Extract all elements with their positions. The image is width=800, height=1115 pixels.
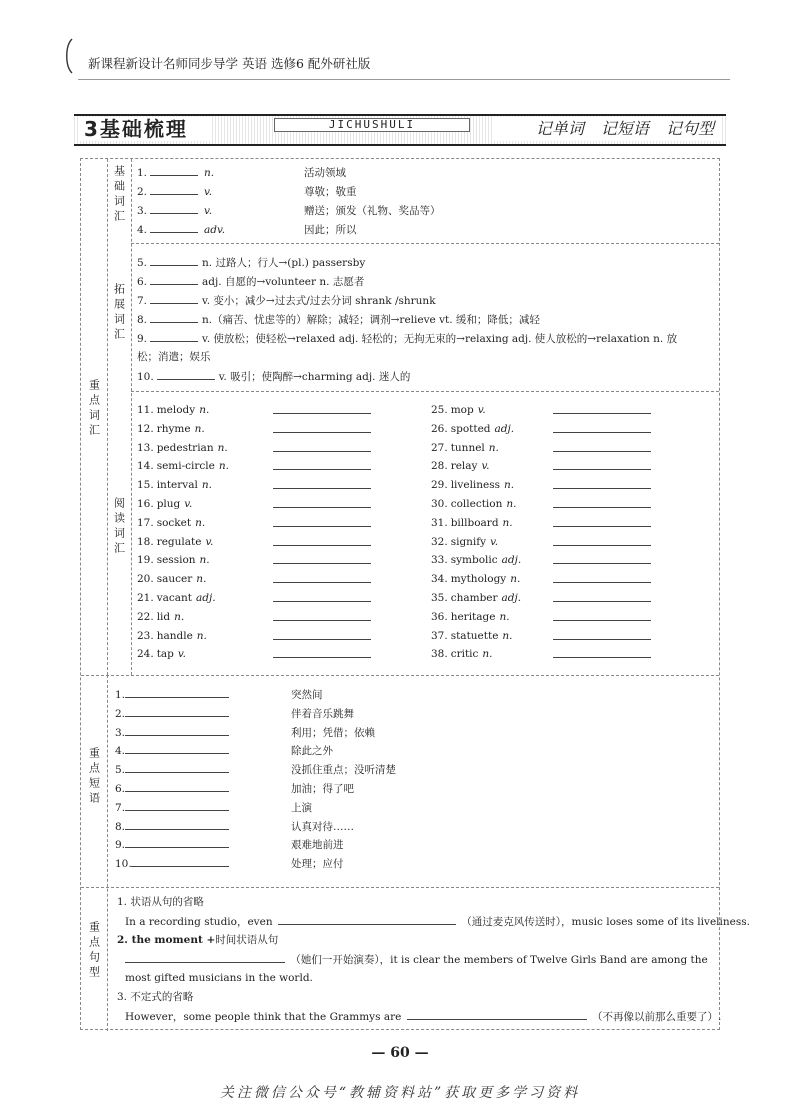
answer-blank[interactable]: [273, 478, 371, 489]
page-number: — 60 —: [371, 1045, 429, 1061]
item-number: 38.: [431, 648, 448, 661]
item-number: 23.: [137, 629, 154, 642]
sentence-3-title: 3. 不定式的省略: [117, 991, 194, 1003]
item-number: 10.: [137, 371, 154, 383]
item-number: 22.: [137, 610, 154, 623]
answer-blank[interactable]: [273, 535, 371, 546]
answer-blank[interactable]: [125, 743, 229, 754]
sentence-2: [125, 952, 708, 967]
definition: n. 过路人；行人→(pl.) passersby: [202, 257, 366, 269]
part-of-speech: v.: [490, 535, 499, 548]
answer-blank[interactable]: [150, 293, 198, 304]
phrase-item: [115, 819, 354, 834]
definition: adj. 自愿的→volunteer n. 志愿者: [202, 276, 365, 288]
item-number: 30.: [431, 498, 448, 510]
part-of-speech: v.: [177, 648, 186, 661]
answer-blank[interactable]: [150, 203, 198, 214]
word: relay: [450, 460, 478, 473]
meaning: 活动领域: [304, 167, 347, 179]
item-number: 37.: [431, 629, 448, 642]
answer-blank[interactable]: [150, 165, 198, 176]
item-number: 32.: [431, 535, 448, 548]
phrase-item: [115, 743, 333, 758]
answer-blank[interactable]: [125, 952, 285, 963]
item-number: 33.: [431, 554, 448, 567]
reading-vocab-item: [431, 403, 486, 417]
meaning: 处理；应付: [291, 858, 344, 871]
part-of-speech: n.: [199, 554, 210, 567]
meaning: 利用；凭借；依赖: [291, 726, 375, 739]
part-of-speech: v.: [205, 535, 214, 548]
item-number: 11.: [137, 404, 154, 416]
answer-blank[interactable]: [553, 497, 651, 508]
vocab-item: [137, 222, 357, 237]
word: lid: [156, 610, 171, 623]
part-of-speech: n.: [204, 167, 215, 179]
word: vacant: [156, 592, 193, 604]
item-number: 25.: [431, 404, 448, 416]
label-key-vocabulary: [81, 379, 107, 439]
part-of-speech: n.: [196, 573, 207, 586]
part-of-speech: adj.: [501, 554, 522, 567]
item-number: 7.: [115, 801, 126, 814]
reading-vocab-item: [431, 553, 521, 567]
answer-blank[interactable]: [125, 687, 229, 698]
phrase-item: [115, 837, 344, 852]
vertical-label-text: 基础词汇: [112, 165, 126, 225]
vertical-label-text: 阅读词汇: [112, 497, 126, 557]
vertical-label-text: 重点句型: [87, 921, 101, 981]
reading-vocab-item: [431, 591, 521, 605]
word: pedestrian: [156, 441, 214, 454]
item-number: 16.: [137, 498, 154, 510]
divider: [131, 391, 719, 392]
answer-blank[interactable]: [553, 591, 651, 602]
answer-blank[interactable]: [553, 535, 651, 546]
meaning: 突然间: [291, 689, 323, 701]
item-number: 7.: [137, 295, 148, 307]
phrase-item: [115, 800, 312, 815]
meaning: 尊敬；敬重: [304, 186, 357, 198]
reading-vocab-item: [137, 403, 209, 417]
part-of-speech: v.: [184, 498, 193, 510]
reading-vocab-item: [431, 422, 514, 436]
answer-blank[interactable]: [125, 837, 229, 848]
vocab-item: [137, 203, 441, 218]
answer-blank[interactable]: [273, 629, 371, 640]
item-number: 8.: [137, 314, 148, 326]
answer-blank[interactable]: [150, 255, 198, 266]
part-of-speech: n.: [217, 441, 228, 454]
part-of-speech: n.: [174, 610, 185, 623]
divider: [131, 243, 719, 244]
answer-blank[interactable]: [553, 403, 651, 414]
header-title: 新课程新设计名师同步导学 英语 选修6 配外研社版: [88, 56, 371, 71]
reading-vocab-item: [137, 422, 205, 436]
answer-blank[interactable]: [553, 441, 651, 452]
word: melody: [156, 404, 196, 416]
part-of-speech: n.: [196, 629, 207, 642]
word: plug: [156, 498, 181, 510]
reading-vocab-item: [137, 478, 212, 492]
divider: [131, 159, 132, 675]
section-pinyin: JICHUSHULI: [274, 118, 470, 132]
phrase-item: [115, 706, 354, 721]
vertical-label-text: 重点词汇: [87, 379, 101, 439]
item-number: 36.: [431, 610, 448, 623]
reading-vocab-item: [431, 441, 499, 455]
answer-blank[interactable]: [273, 647, 371, 658]
phrase-item: [115, 687, 323, 702]
label-basic-vocabulary: [107, 165, 131, 225]
sentence-1-end: （通过麦克风传送时），music loses some of its liveliness.: [461, 916, 750, 928]
phrase-item: [115, 856, 344, 871]
word: regulate: [156, 535, 202, 548]
word: semi-circle: [156, 460, 215, 473]
section-subtitle: 记单词 记短语 记句型: [494, 117, 722, 141]
reading-vocab-item: [137, 535, 214, 549]
item-number: 2.: [115, 707, 126, 720]
word: spotted: [450, 422, 491, 435]
item-number: 10.: [115, 858, 132, 871]
reading-vocab-item: [137, 610, 184, 624]
answer-blank[interactable]: [273, 422, 371, 433]
item-number: 34.: [431, 573, 448, 586]
vocab-item: [137, 274, 364, 289]
word: liveliness: [450, 479, 501, 492]
part-of-speech: n.: [194, 422, 205, 435]
sentence-2-line1: （她们一开始演奏），it is clear the members of Twelve Girls Band are among the: [290, 954, 708, 966]
part-of-speech: n.: [499, 610, 510, 623]
answer-blank[interactable]: [553, 647, 651, 658]
reading-vocab-item: [137, 459, 229, 473]
word: symbolic: [450, 554, 498, 567]
answer-blank[interactable]: [273, 610, 371, 621]
answer-blank[interactable]: [150, 222, 198, 233]
reading-vocab-item: [431, 478, 514, 492]
label-extended-vocabulary: [107, 283, 131, 343]
meaning: 除此之外: [291, 745, 333, 758]
worksheet-table: [80, 158, 750, 1030]
part-of-speech: v.: [477, 404, 486, 416]
word: handle: [156, 629, 193, 642]
reading-vocab-item: [431, 647, 493, 661]
label-key-phrases: [81, 747, 107, 807]
answer-blank[interactable]: [273, 553, 371, 564]
item-number: 17.: [137, 516, 154, 529]
reading-vocab-item: [431, 459, 490, 473]
label-key-sentences: [81, 921, 107, 981]
item-number: 6.: [115, 783, 126, 795]
word: rhyme: [156, 422, 191, 435]
divider: [81, 675, 719, 676]
word: tunnel: [450, 441, 485, 454]
answer-blank[interactable]: [278, 914, 456, 925]
word: chamber: [450, 592, 498, 604]
answer-blank[interactable]: [407, 1009, 587, 1020]
answer-blank[interactable]: [273, 572, 371, 583]
word: billboard: [450, 516, 499, 529]
word: signify: [450, 535, 487, 548]
item-number: 26.: [431, 422, 448, 435]
answer-blank[interactable]: [273, 441, 371, 452]
item-number: 8.: [115, 820, 126, 833]
vertical-label-text: 拓展词汇: [112, 283, 126, 343]
sentence-2-title: [117, 933, 278, 947]
meaning: 上演: [291, 801, 312, 814]
vocab-item: [137, 184, 357, 199]
sentence-3-end: （不再像以前那么重要了）.: [592, 1011, 722, 1023]
reading-vocab-item: [137, 516, 205, 530]
meaning: 艰难地前进: [291, 839, 344, 852]
reading-vocab-item: [431, 497, 517, 511]
reading-vocab-item: [137, 497, 192, 511]
definition: v. 吸引；使陶醉→charming adj. 迷人的: [218, 371, 411, 383]
answer-blank[interactable]: [125, 800, 229, 811]
answer-blank[interactable]: [150, 184, 198, 195]
item-number: 27.: [431, 441, 448, 454]
reading-vocab-item: [137, 572, 206, 586]
answer-blank[interactable]: [553, 422, 651, 433]
phrase-item: [115, 725, 375, 740]
item-number: 3.: [115, 726, 126, 739]
meaning: 赠送；颁发（礼物、奖品等）: [304, 205, 441, 217]
meaning: 没抓住重点；没听清楚: [291, 764, 396, 777]
part-of-speech: adv.: [204, 224, 226, 236]
vocab-item-continued: 松；消遣；娱乐: [137, 351, 211, 363]
header-bracket-icon: [62, 38, 76, 74]
word: critic: [450, 648, 479, 661]
answer-blank[interactable]: [273, 459, 371, 470]
reading-vocab-item: [431, 629, 513, 643]
sentence-1-title: 1. 状语从句的省略: [117, 896, 204, 908]
answer-blank[interactable]: [125, 762, 229, 773]
item-number: 14.: [137, 460, 154, 473]
part-of-speech: n.: [502, 629, 513, 642]
item-number: 9.: [115, 839, 126, 852]
item-number: 15.: [137, 479, 154, 492]
answer-blank[interactable]: [553, 478, 651, 489]
sentence-2-line2: most gifted musicians in the world.: [125, 972, 313, 984]
item-number: 12.: [137, 422, 154, 435]
reading-vocab-item: [137, 441, 228, 455]
answer-blank[interactable]: [273, 516, 371, 527]
answer-blank[interactable]: [150, 274, 198, 285]
divider: [107, 159, 108, 675]
item-number: 9.: [137, 333, 148, 345]
word: saucer: [156, 573, 193, 586]
definition: n.（痛苦、忧虑等的）解除；减轻；调剂→relieve vt. 缓和；降低；减轻: [202, 314, 540, 326]
answer-blank[interactable]: [273, 497, 371, 508]
vocab-item: [137, 369, 410, 384]
reading-vocab-item: [431, 610, 510, 624]
item-number: 19.: [137, 554, 154, 567]
item-number: 28.: [431, 460, 448, 473]
part-of-speech: v.: [204, 205, 213, 217]
header-rule: [78, 79, 730, 80]
item-number: 13.: [137, 441, 154, 454]
sentence-3-start: However，some people think that the Grammys are: [125, 1011, 402, 1023]
item-number: 31.: [431, 516, 448, 529]
answer-blank[interactable]: [553, 572, 651, 583]
item-number: 5.: [115, 764, 126, 777]
answer-blank[interactable]: [553, 610, 651, 621]
answer-blank[interactable]: [150, 312, 198, 323]
part-of-speech: adj.: [501, 592, 522, 604]
divider: [107, 675, 108, 1031]
item-number: 20.: [137, 573, 154, 586]
part-of-speech: n.: [506, 498, 517, 510]
meaning: 认真对待……: [291, 820, 354, 833]
sentence-2-title-rest: 时间状语从句: [215, 934, 279, 946]
definition: v. 变小；减少→过去式/过去分词 shrank /shrunk: [202, 295, 436, 307]
meaning: 因此；所以: [304, 224, 357, 236]
word: interval: [156, 479, 198, 492]
meaning: 加油；得了吧: [291, 783, 354, 795]
item-number: 3.: [137, 205, 148, 217]
item-number: 18.: [137, 535, 154, 548]
part-of-speech: v.: [481, 460, 490, 473]
answer-blank[interactable]: [273, 591, 371, 602]
sentence-1: [125, 914, 750, 929]
reading-vocab-item: [431, 516, 513, 530]
vocab-item: [137, 293, 436, 308]
label-reading-vocabulary: [107, 497, 131, 557]
answer-blank[interactable]: [553, 516, 651, 527]
part-of-speech: n.: [502, 516, 513, 529]
reading-vocab-item: [137, 591, 216, 605]
answer-blank[interactable]: [150, 331, 198, 342]
part-of-speech: n.: [199, 404, 210, 416]
item-number: 24.: [137, 648, 154, 661]
vocab-item: [137, 165, 346, 180]
vocab-item: [137, 255, 365, 270]
section-title: 3基础梳理: [80, 117, 212, 141]
reading-vocab-item: [431, 535, 498, 549]
answer-blank[interactable]: [131, 856, 229, 867]
word: tap: [156, 648, 174, 661]
item-number: 2.: [137, 186, 148, 198]
answer-blank[interactable]: [125, 725, 229, 736]
part-of-speech: n.: [510, 573, 521, 586]
item-number: 4.: [115, 745, 126, 758]
phrase-item: [115, 762, 396, 777]
part-of-speech: n.: [488, 441, 499, 454]
part-of-speech: n.: [218, 460, 229, 473]
item-number: 6.: [137, 276, 148, 288]
part-of-speech: n.: [195, 516, 206, 529]
answer-blank[interactable]: [157, 369, 215, 380]
part-of-speech: adj.: [196, 592, 216, 604]
part-of-speech: adj.: [494, 422, 515, 435]
vocab-item: [137, 331, 677, 346]
answer-blank[interactable]: [553, 553, 651, 564]
answer-blank[interactable]: [125, 819, 229, 830]
word: heritage: [450, 610, 496, 623]
footer-note: 关注微信公众号“教辅资料站”获取更多学习资料: [219, 1085, 581, 1101]
item-number: 1.: [115, 689, 126, 701]
word: session: [156, 554, 196, 567]
word: socket: [156, 516, 192, 529]
part-of-speech: n.: [504, 479, 515, 492]
meaning: 伴着音乐跳舞: [291, 707, 354, 720]
vertical-label-text: 重点短语: [87, 747, 101, 807]
item-number: 21.: [137, 592, 154, 604]
item-number: 1.: [137, 167, 148, 179]
part-of-speech: n.: [201, 479, 212, 492]
divider: [81, 887, 719, 888]
word: statuette: [450, 629, 499, 642]
answer-blank[interactable]: [273, 403, 371, 414]
answer-blank[interactable]: [553, 459, 651, 470]
item-number: 29.: [431, 479, 448, 492]
item-number: 35.: [431, 592, 448, 604]
sentence-3: [125, 1009, 721, 1024]
item-number: 5.: [137, 257, 148, 269]
phrase-item: [115, 781, 354, 796]
reading-vocab-item: [137, 629, 207, 643]
reading-vocab-item: [137, 553, 210, 567]
reading-vocab-item: [137, 647, 186, 661]
reading-vocab-item: [431, 572, 520, 586]
answer-blank[interactable]: [125, 706, 229, 717]
running-header: [70, 48, 730, 80]
part-of-speech: v.: [204, 186, 213, 198]
answer-blank[interactable]: [553, 629, 651, 640]
answer-blank[interactable]: [125, 781, 229, 792]
item-number: 4.: [137, 224, 148, 236]
definition: v. 使放松；使轻松→relaxed adj. 轻松的；无拘无束的→relaxing adj. 使人放松的→relaxation n. 放: [202, 333, 678, 345]
word: mop: [450, 404, 474, 416]
vocab-item: [137, 312, 540, 327]
word: mythology: [450, 573, 507, 586]
part-of-speech: n.: [482, 648, 493, 661]
sentence-2-title-bold: 2. the moment +: [117, 934, 216, 946]
sentence-1-start: In a recording studio，even: [125, 916, 273, 928]
word: collection: [450, 498, 503, 510]
section-title-bar: [74, 114, 726, 146]
